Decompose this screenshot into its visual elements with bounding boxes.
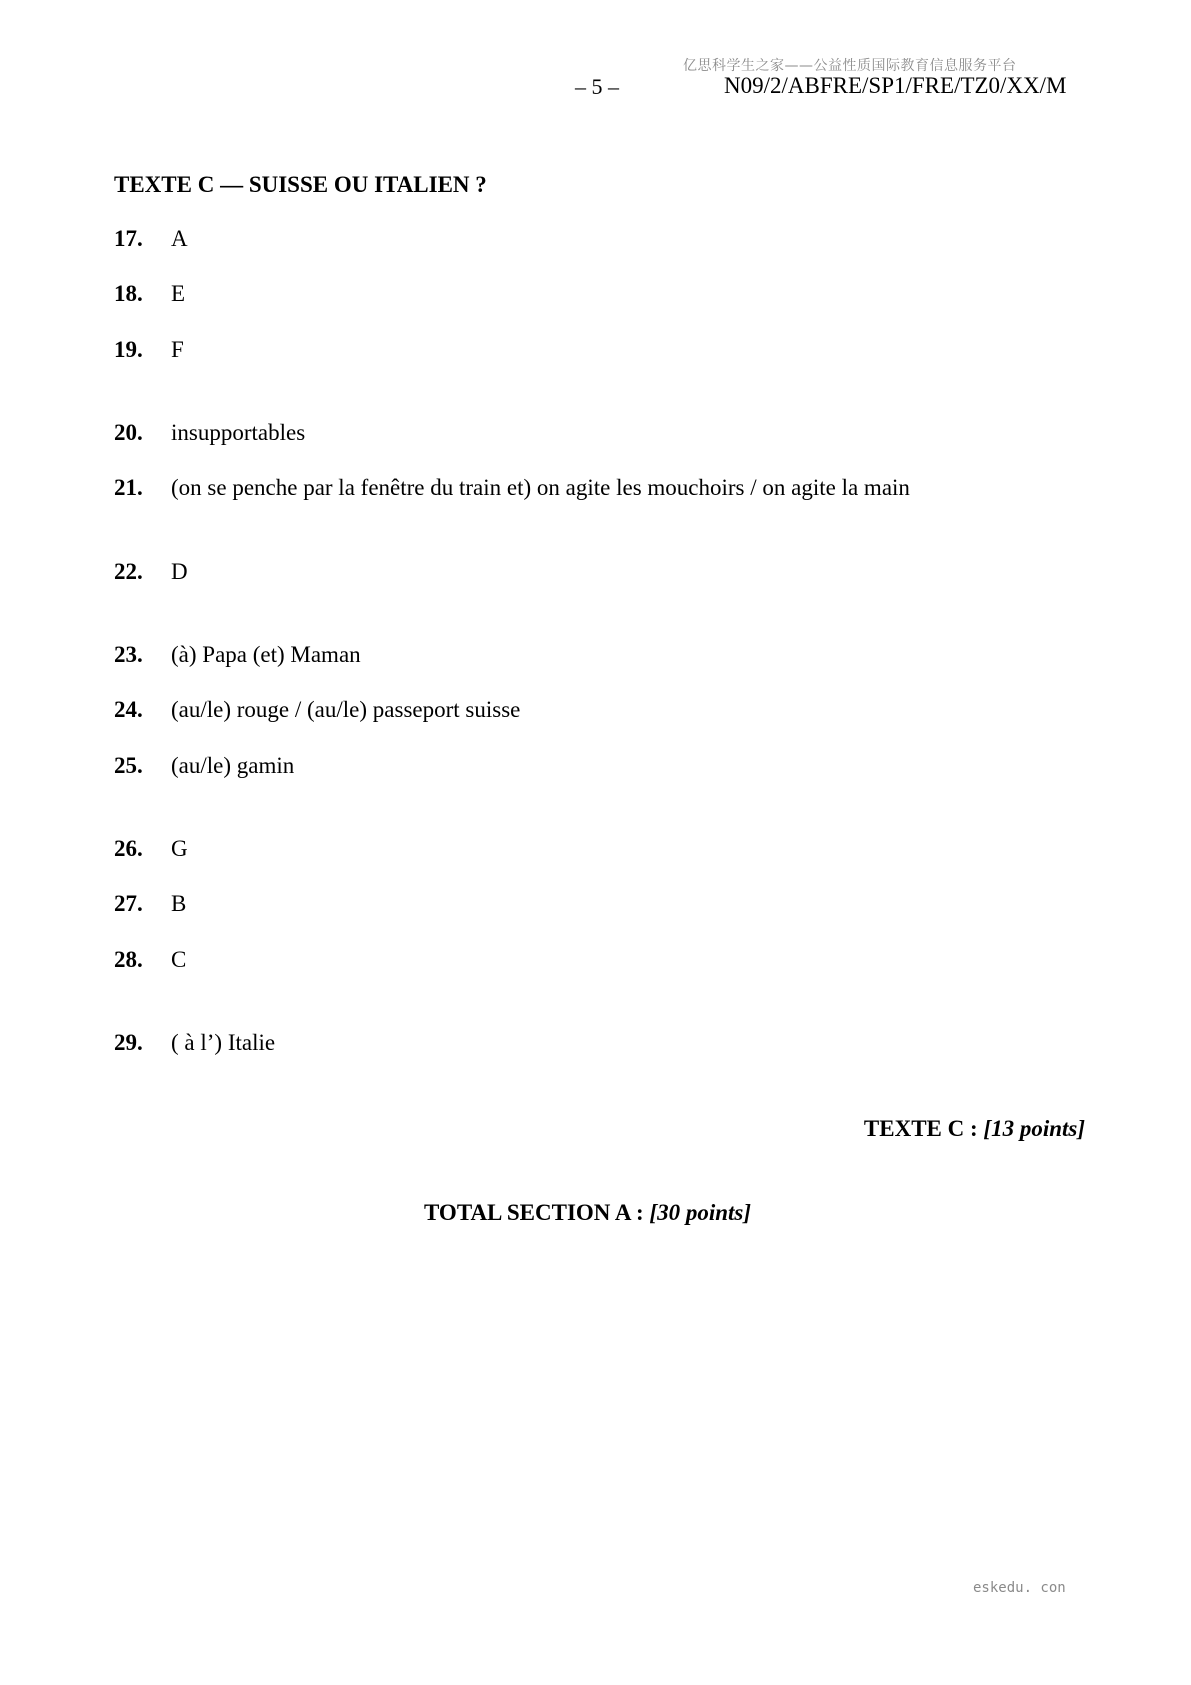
answer-text: (à) Papa (et) Maman [171,642,361,667]
answer-item [114,559,188,585]
answer-number: 27. [114,891,143,916]
answer-text: D [171,559,188,584]
answer-number: 26. [114,836,143,861]
document-code: N09/2/ABFRE/SP1/FRE/TZ0/XX/M [724,73,1067,98]
answer-text: ( à l’) Italie [171,1030,276,1055]
answer-item [114,420,305,446]
answer-number: 28. [114,947,143,972]
answer-number: 21. [114,475,143,500]
total-label: TOTAL SECTION A : [424,1200,650,1225]
subtotal-label: TEXTE C : [863,1116,984,1141]
answer-number: 20. [114,420,143,445]
answer-text: E [171,281,186,306]
answer-text: (au/le) gamin [171,753,295,778]
answer-text: (au/le) rouge / (au/le) passeport suisse [171,697,521,722]
answer-text: G [171,836,188,861]
answer-item [114,891,186,917]
answer-number: 25. [114,753,143,778]
header-watermark: 亿思科学生之家——公益性质国际教育信息服务平台 [683,58,1017,74]
answer-number: 24. [114,697,143,722]
answer-item [114,226,188,252]
page-number: – 5 – [575,74,619,99]
answer-text: C [171,947,187,972]
answer-item [114,1030,275,1056]
answer-item [114,753,294,779]
answer-item [114,947,186,973]
answer-item [114,281,185,307]
answer-number: 19. [114,337,143,362]
answer-number: 18. [114,281,143,306]
texte-c-subtotal [864,1116,1085,1142]
answer-number: 17. [114,226,143,251]
answer-text: (on se penche par la fenêtre du train et) on agite les mouchoirs / on agite la main [171,475,910,500]
answer-item [114,337,184,363]
section-title: TEXTE C — SUISSE OU ITALIEN ? [114,172,487,197]
answer-item [114,642,361,668]
answer-number: 22. [114,559,143,584]
answer-text: F [171,337,184,362]
answer-item [114,475,910,501]
answer-number: 29. [114,1030,143,1055]
answer-number: 23. [114,642,143,667]
footer-watermark: eskedu. con [973,1580,1066,1596]
total-points: [30 points] [649,1200,751,1225]
answer-text: B [171,891,187,916]
section-a-total [424,1200,751,1226]
answer-text: insupportables [171,420,306,445]
answer-item [114,836,188,862]
subtotal-points: [13 points] [983,1116,1085,1141]
answer-item [114,697,520,723]
answer-text: A [171,226,188,251]
